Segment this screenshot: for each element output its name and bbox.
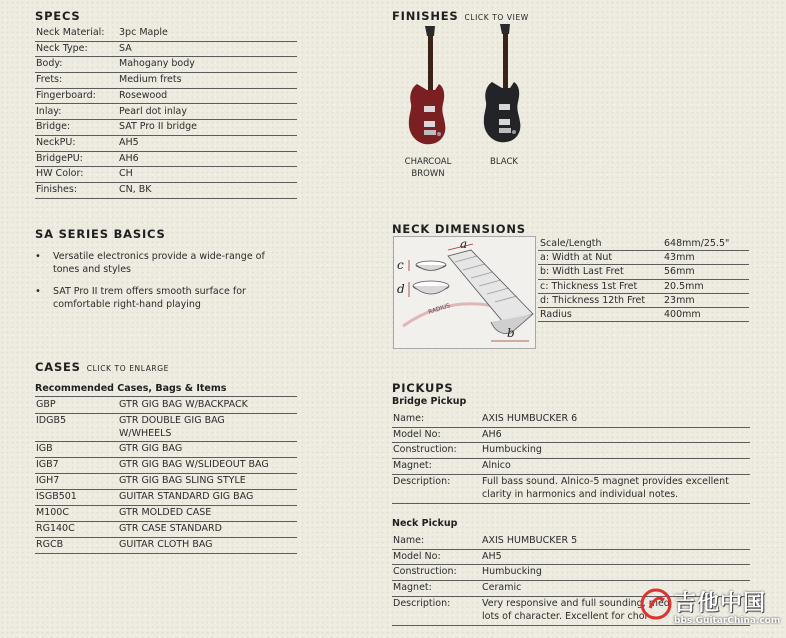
- spec-value: CN, BK: [119, 184, 152, 195]
- cases-table-header: Recommended Cases, Bags & Items: [35, 383, 227, 394]
- basics-heading: SA SERIES BASICS: [35, 227, 166, 241]
- neck-dim-label: Radius: [540, 309, 572, 320]
- basics-item: • SAT Pro II trem offers smooth surface for comfortable right-hand playing: [53, 285, 293, 311]
- neck-dim-label: c: Thickness 1st Fret: [540, 280, 638, 292]
- neck-diagram-letter-a: a: [460, 237, 468, 251]
- case-row: [35, 521, 297, 538]
- spec-label: Neck Material:: [36, 27, 105, 38]
- watermark-logo: [640, 586, 786, 638]
- neck-dim-label: d: Thickness 12th Fret: [540, 294, 646, 306]
- case-desc[interactable]: GTR GIG BAG W/BACKPACK: [119, 399, 248, 410]
- pickup-model-label: Model No:: [393, 428, 441, 440]
- neck-dim-value: 23mm: [664, 294, 695, 306]
- spec-value: SAT Pro II bridge: [119, 121, 197, 133]
- pickup-magnet-label: Magnet:: [393, 460, 432, 472]
- case-desc[interactable]: GTR GIG BAG W/SLIDEOUT BAG: [119, 459, 269, 471]
- pickup-row: [392, 411, 750, 428]
- neck-diagram-letter-c: c: [397, 258, 404, 272]
- case-row: [35, 489, 297, 506]
- pickup-magnet-value: Ceramic: [482, 582, 522, 594]
- pickup-row: [392, 427, 750, 444]
- pickup-model-label: Model No:: [393, 550, 441, 562]
- neck-diagram-letter-d: d: [397, 282, 405, 296]
- case-desc[interactable]: GTR CASE STANDARD: [119, 523, 222, 535]
- pickup-row: [392, 458, 750, 475]
- neck-dim-value: 43mm: [664, 252, 695, 264]
- spec-value: AH6: [119, 152, 139, 164]
- neck-dim-value: 56mm: [664, 266, 695, 278]
- spec-label: NeckPU:: [36, 136, 76, 148]
- guitar-charcoal-brown-image[interactable]: [395, 26, 465, 154]
- case-desc[interactable]: GUITAR CLOTH BAG: [119, 539, 213, 551]
- case-code[interactable]: RG140C: [36, 523, 75, 535]
- spec-value: Rosewood: [119, 89, 168, 101]
- case-desc[interactable]: GUITAR STANDARD GIG BAG: [119, 491, 254, 503]
- pickup-row: [392, 549, 750, 566]
- case-code[interactable]: IGB7: [36, 459, 59, 471]
- case-row: [35, 457, 297, 474]
- cases-heading: CASES CLICK TO ENLARGE: [35, 360, 169, 374]
- spec-label: Finishes:: [36, 184, 78, 195]
- case-row: [35, 397, 297, 414]
- pickup-magnet-value: Alnico: [482, 460, 511, 472]
- pickup-magnet-label: Magnet:: [393, 582, 432, 594]
- neck-dimension-row: [538, 293, 749, 308]
- pickup-description-line2: clarity in harmonics and individual notes.: [482, 488, 679, 500]
- pickup-name-value: AXIS HUMBUCKER 5: [482, 535, 578, 546]
- spec-value: CH: [119, 168, 133, 180]
- pickup-name-value: AXIS HUMBUCKER 6: [482, 413, 578, 424]
- pickup-construction-value: Humbucking: [482, 444, 542, 456]
- spec-label: HW Color:: [36, 168, 84, 180]
- pickups-heading: PICKUPS: [392, 381, 454, 395]
- pickup-construction-label: Construction:: [393, 566, 457, 578]
- pickup-description-label: Description:: [393, 475, 451, 487]
- pickup-name-label: Name:: [393, 535, 425, 546]
- pickup-row: [392, 533, 750, 550]
- spec-row: [35, 151, 297, 168]
- spec-row: [35, 166, 297, 183]
- spec-value: Pearl dot inlay: [119, 105, 187, 117]
- finish-label-charcoal-brown[interactable]: CHARCOAL BROWN: [404, 157, 452, 179]
- neck-dim-value: 20.5mm: [664, 280, 704, 292]
- spec-row: [35, 135, 297, 152]
- spec-label: Fingerboard:: [36, 89, 96, 101]
- case-code[interactable]: IGB: [36, 443, 53, 455]
- neck-dim-label: b: Width Last Fret: [540, 266, 624, 278]
- case-row: [35, 413, 297, 442]
- neck-dimensions-diagram: [393, 236, 536, 349]
- finish-label-black[interactable]: BLACK: [490, 157, 518, 167]
- spec-label: Neck Type:: [36, 42, 88, 54]
- cases-subtitle[interactable]: CLICK TO ENLARGE: [86, 364, 169, 373]
- neck-dimension-row: [538, 264, 749, 279]
- pickup-description-label: Description:: [393, 597, 451, 609]
- case-row: [35, 505, 297, 522]
- spec-row: [35, 104, 297, 121]
- spec-row: [35, 88, 297, 105]
- spec-label: BridgePU:: [36, 152, 83, 164]
- neck-dimension-row: [538, 279, 749, 294]
- guitar-black-image[interactable]: [470, 24, 540, 152]
- case-desc[interactable]: GTR MOLDED CASE: [119, 507, 212, 519]
- spec-label: Inlay:: [36, 105, 62, 117]
- pickup-row: [392, 564, 750, 581]
- pickup-description-line2: lots of character. Excellent for chor: [482, 610, 649, 622]
- case-code[interactable]: IGH7: [36, 475, 60, 487]
- neck-diagram-radius-label: RADIUS: [427, 302, 452, 316]
- case-code[interactable]: M100C: [36, 507, 69, 519]
- neck-dim-value: 648mm/25.5": [664, 238, 730, 249]
- pickup-row: [392, 442, 750, 459]
- pickup-construction-value: Humbucking: [482, 566, 542, 578]
- basics-item: • Versatile electronics provide a wide-range of tones and styles: [53, 250, 293, 276]
- neck-dim-value: 400mm: [664, 309, 701, 320]
- pickup-model-value: AH5: [482, 550, 502, 562]
- pickup-name-label: Name:: [393, 413, 425, 424]
- spec-row: [35, 56, 297, 73]
- pickup-model-value: AH6: [482, 428, 502, 440]
- spec-row: [35, 72, 297, 89]
- case-code[interactable]: IDGB5: [36, 415, 67, 426]
- guitar-logo-icon: [640, 588, 672, 620]
- pickup-construction-label: Construction:: [393, 444, 457, 456]
- spec-row: [35, 25, 297, 42]
- case-desc-line2[interactable]: W/WHEELS: [119, 428, 172, 439]
- spec-label: Frets:: [36, 74, 63, 86]
- watermark-url: bbs.GuitarChina.com: [674, 616, 781, 626]
- case-desc[interactable]: GTR DOUBLE GIG BAG: [119, 415, 225, 426]
- neck-diagram-letter-b: b: [507, 326, 515, 340]
- neck-dim-label: a: Width at Nut: [540, 252, 613, 264]
- case-desc[interactable]: GTR GIG BAG SLING STYLE: [119, 475, 246, 487]
- finishes-heading: FINISHES CLICK TO VIEW: [392, 9, 529, 23]
- case-code[interactable]: ISGB501: [36, 491, 77, 503]
- case-row: [35, 537, 297, 554]
- watermark-text-cn: 吉他中国: [674, 591, 767, 616]
- spec-value: Mahogany body: [119, 58, 195, 70]
- case-code[interactable]: GBP: [36, 399, 56, 410]
- neck-pickup-title: Neck Pickup: [392, 518, 458, 529]
- neck-dimension-row: [538, 236, 749, 251]
- spec-value: 3pc Maple: [119, 27, 168, 38]
- spec-label: Body:: [36, 58, 63, 70]
- spec-value: Medium frets: [119, 74, 182, 86]
- pickup-row: [392, 474, 750, 504]
- finishes-subtitle[interactable]: CLICK TO VIEW: [464, 13, 529, 22]
- spec-value: SA: [119, 42, 132, 54]
- case-desc[interactable]: GTR GIG BAG: [119, 443, 183, 455]
- case-row: [35, 473, 297, 490]
- spec-row: [35, 41, 297, 58]
- pickup-description-line1: Very responsive and full sounding, med: [482, 597, 670, 609]
- bridge-pickup-title: Bridge Pickup: [392, 396, 467, 407]
- spec-row: [35, 182, 297, 199]
- neck-dim-label: Scale/Length: [540, 238, 602, 249]
- case-code[interactable]: RGCB: [36, 539, 64, 551]
- case-row: [35, 441, 297, 458]
- spec-row: [35, 119, 297, 136]
- neck-dimensions-heading: NECK DIMENSIONS: [392, 222, 526, 236]
- neck-dimension-row: [538, 307, 749, 322]
- specs-heading: SPECS: [35, 9, 81, 23]
- pickup-description-line1: Full bass sound. Alnico-5 magnet provides excellent: [482, 475, 729, 487]
- spec-label: Bridge:: [36, 121, 71, 133]
- neck-dimension-row: [538, 250, 749, 265]
- spec-value: AH5: [119, 136, 139, 148]
